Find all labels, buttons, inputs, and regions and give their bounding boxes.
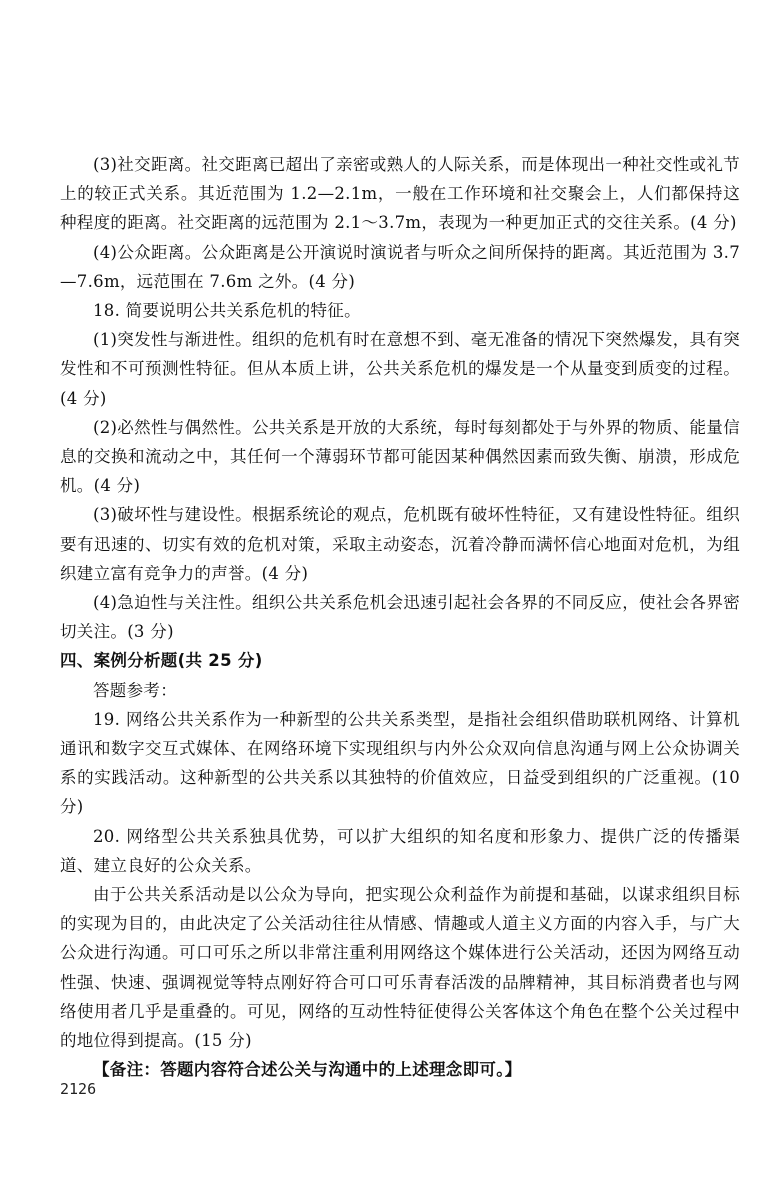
answer-label: 答题参考： — [93, 680, 177, 700]
paragraph-inevitability: (2)必然性与偶然性。公共关系是开放的大系统，每时每刻都处于与外界的物质、能量信息的交换和流动之中，其任何一个薄弱环节都可能因某种偶然因素而致失衡、崩溃，形成危机。(4 分) — [60, 417, 740, 496]
note: 【备注：答题内容符合述公关与沟通中的上述理念即可。】 — [93, 1060, 522, 1080]
paragraph-public-distance: (4)公众距离。公众距离是公开演说时演说者与听众之间所保持的距离。其近范围为 3.7—7.6m，远范围在 7.6m 之外。(4 分) — [60, 242, 740, 291]
paragraph-social-distance: (3)社交距离。社交距离已超出了亲密或熟人的人际关系，而是体现出一种社交性或礼节上的较正式关系。其近范围为 1.2—2.1m，一般在工作环境和社交聚会上，人们都保持这种程度的距离。社交距离的远范围为 2.1～3.7m，表现为一种更加正式的交往关系。(4 分) — [60, 155, 740, 233]
paragraph-destructiveness: (3)破坏性与建设性。根据系统论的观点，危机既有破坏性特征，又有建设性特征。组织要有迅速的、切实有效的危机对策，采取主动姿态，沉着冷静而满怀信心地面对危机，为组织建立富有竞争力的声誉。(4 分) — [60, 505, 740, 583]
answer-19: 19. 网络公共关系作为一种新型的公共关系类型，是指社会组织借助联机网络、计算机通讯和数字交互式媒体、在网络环境下实现组织与内外公众双向信息沟通与网上公众协调关系的实践活动。这种新型的公共关系以其独特的价值效应，日益受到组织的广泛重视。(10 分) — [60, 709, 740, 817]
paragraph-urgency: (4)急迫性与关注性。组织公共关系危机会迅速引起社会各界的不同反应，使社会各界密切关注。(3 分) — [60, 593, 740, 642]
paragraph-suddenness: (1)突发性与渐进性。组织的危机有时在意想不到、毫无准备的情况下突然爆发，具有突发性和不可预测性特征。但从本质上讲，公共关系危机的爆发是一个从量变到质变的过程。(4 分) — [60, 330, 740, 408]
section-heading: 四、案例分析题(共 25 分) — [60, 651, 263, 671]
answer-20-explanation: 由于公共关系活动是以公众为导向，把实现公众利益作为前提和基础，以谋求组织目标的实现为目的，由此决定了公关活动往往从情感、情趣或人道主义方面的内容入手，与广大公众进行沟通。可口可乐之所以非常注重利用网络这个媒体进行公关活动，还因为网络互动性强、快速、强调视觉等特点刚好符合可口可乐青春活泼的品牌精神，其目标消费者也与网络使用者几乎是重叠的。可见，网络的互动性特征使得公关客体这个角色在整个公关过程中的地位得到提高。(15 分) — [60, 885, 740, 1051]
answer-20: 20. 网络型公共关系独具优势，可以扩大组织的知名度和形象力、提供广泛的传播渠道、建立良好的公众关系。 — [60, 826, 740, 875]
question-18: 18. 简要说明公共关系危机的特征。 — [93, 301, 361, 321]
page-number: 2126 — [60, 1080, 97, 1098]
